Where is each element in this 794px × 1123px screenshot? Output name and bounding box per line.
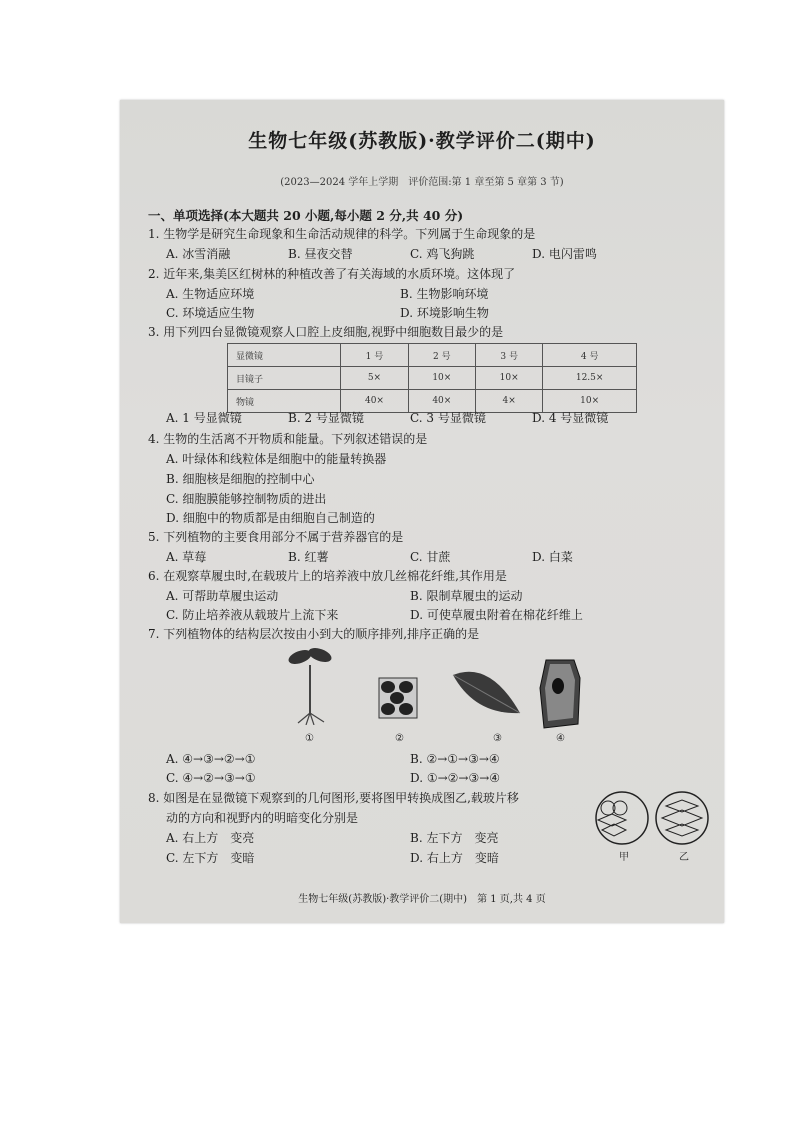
q4-option-b: B. 细胞核是细胞的控制中心 <box>166 472 315 486</box>
q5-stem: 5. 下列植物的主要食用部分不属于营养器官的是 <box>148 530 404 544</box>
microscope-view-a-figure <box>594 790 650 846</box>
plant-cell-figure <box>538 658 582 730</box>
figure-label-3: ③ <box>493 733 502 744</box>
q6-option-a: A. 可帮助草履虫运动 <box>166 589 279 603</box>
q3-option-c: C. 3 号显微镜 <box>410 411 486 425</box>
q6-option-c: C. 防止培养液从载玻片上流下来 <box>166 608 339 622</box>
q4-option-a: A. 叶绿体和线粒体是细胞中的能量转换器 <box>166 452 387 466</box>
microscope-view-b-figure <box>654 790 710 846</box>
q1-option-d: D. 电闪雷鸣 <box>532 247 597 261</box>
table-cell: 12.5× <box>543 367 637 390</box>
leaf-figure <box>450 665 525 720</box>
q7-option-d: D. ①→②→③→④ <box>410 771 501 785</box>
microscope-table <box>227 343 637 413</box>
q3-stem: 3. 用下列四台显微镜观察人口腔上皮细胞,视野中细胞数目最少的是 <box>148 325 504 339</box>
table-cell: 10× <box>475 367 542 390</box>
q3-option-d: D. 4 号显微镜 <box>532 411 609 425</box>
figure-label-1: ① <box>305 733 314 744</box>
exam-sheet <box>120 100 724 923</box>
table-cell: 4× <box>475 390 542 413</box>
q2-option-b: B. 生物影响环境 <box>400 287 489 301</box>
table-cell: 5× <box>341 367 408 390</box>
q1-option-c: C. 鸡飞狗跳 <box>410 247 475 261</box>
figure-label-4: ④ <box>556 733 565 744</box>
plant-seedling-figure <box>280 645 340 725</box>
q6-option-b: B. 限制草履虫的运动 <box>410 589 523 603</box>
figure-label-2: ② <box>395 733 404 744</box>
q4-stem: 4. 生物的生活离不开物质和能量。下列叙述错误的是 <box>148 432 428 446</box>
table-cell: 目镜子 <box>228 367 341 390</box>
q1-stem: 1. 生物学是研究生命现象和生命活动规律的科学。下列属于生命现象的是 <box>148 227 536 241</box>
q2-stem: 2. 近年来,集美区红树林的种植改善了有关海域的水质环境。这体现了 <box>148 267 516 281</box>
table-cell: 1 号 <box>341 344 408 367</box>
q1-option-b: B. 昼夜交替 <box>288 247 353 261</box>
q8-stem: 8. 如图是在显微镜下观察到的几何图形,要将图甲转换成图乙,载玻片移 <box>148 791 519 805</box>
q8-option-d: D. 右上方 变暗 <box>410 851 499 865</box>
q2-option-d: D. 环境影响生物 <box>400 306 489 320</box>
q7-stem: 7. 下列植物体的结构层次按由小到大的顺序排列,排序正确的是 <box>148 627 480 641</box>
q8-option-b: B. 左下方 变亮 <box>410 831 499 845</box>
q8-stem-cont: 动的方向和视野内的明暗变化分别是 <box>166 811 359 825</box>
q6-option-d: D. 可使草履虫附着在棉花纤维上 <box>410 608 583 622</box>
table-cell: 10× <box>543 390 637 413</box>
q5-option-c: C. 甘蔗 <box>410 550 451 564</box>
table-cell: 物镜 <box>228 390 341 413</box>
q7-option-c: C. ④→②→③→① <box>166 771 256 785</box>
table-cell: 2 号 <box>408 344 475 367</box>
table-row <box>228 367 637 390</box>
q8-option-c: C. 左下方 变暗 <box>166 851 255 865</box>
table-row <box>228 344 637 367</box>
table-cell: 40× <box>408 390 475 413</box>
page-subtitle: (2023—2024 学年上学期 评价范围:第 1 章至第 5 章第 3 节) <box>280 177 564 188</box>
page-title: 生物七年级(苏教版)·教学评价二(期中) <box>248 130 596 152</box>
q5-option-a: A. 草莓 <box>166 550 207 564</box>
table-cell: 4 号 <box>543 344 637 367</box>
section-heading: 一、单项选择(本大题共 20 小题,每小题 2 分,共 40 分) <box>148 208 464 223</box>
q4-option-d: D. 细胞中的物质都是由细胞自己制造的 <box>166 511 375 525</box>
page-footer: 生物七年级(苏教版)·教学评价二(期中) 第 1 页,共 4 页 <box>298 894 546 905</box>
q7-option-a: A. ④→③→②→① <box>166 752 256 766</box>
q4-option-c: C. 细胞膜能够控制物质的进出 <box>166 492 327 506</box>
q7-option-b: B. ②→①→③→④ <box>410 752 500 766</box>
q5-option-b: B. 红薯 <box>288 550 329 564</box>
q6-stem: 6. 在观察草履虫时,在载玻片上的培养液中放几丝棉花纤维,其作用是 <box>148 569 507 583</box>
table-cell: 3 号 <box>475 344 542 367</box>
figure-label-jia: 甲 <box>619 852 629 863</box>
table-cell: 10× <box>408 367 475 390</box>
q3-option-a: A. 1 号显微镜 <box>166 411 242 425</box>
table-cell: 显微镜 <box>228 344 341 367</box>
q2-option-a: A. 生物适应环境 <box>166 287 255 301</box>
q8-option-a: A. 右上方 变亮 <box>166 831 255 845</box>
q1-option-a: A. 冰雪消融 <box>166 247 231 261</box>
q3-option-b: B. 2 号显微镜 <box>288 411 364 425</box>
figure-label-yi: 乙 <box>679 852 689 863</box>
q2-option-c: C. 环境适应生物 <box>166 306 255 320</box>
q5-option-d: D. 白菜 <box>532 550 573 564</box>
table-cell: 40× <box>341 390 408 413</box>
tissue-figure <box>378 677 418 719</box>
